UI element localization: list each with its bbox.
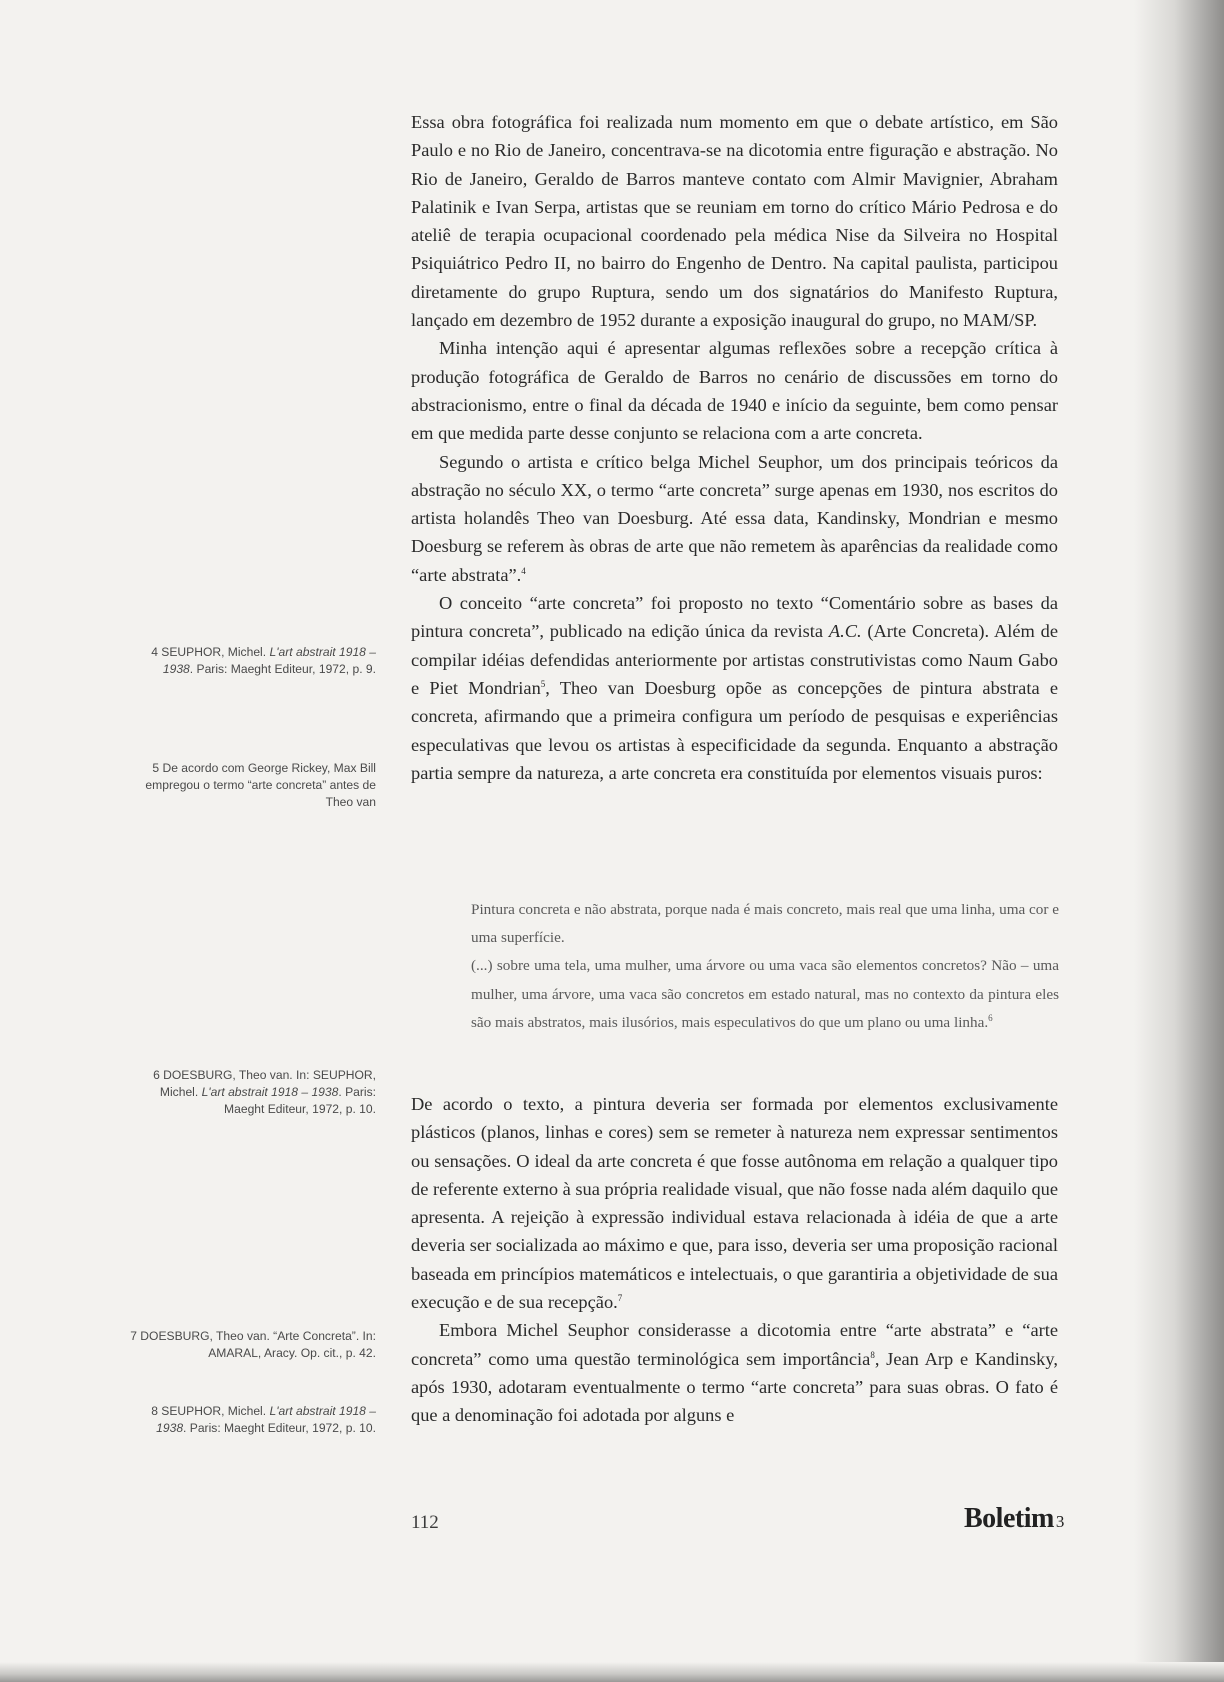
paragraph-4-text-b: (Arte Concreta). Além de compilar idéias defendidas anteriormente por artistas construtivistas como Naum Gabo e Piet Mondrian — [411, 621, 1058, 698]
paragraph-4-text-c: , Theo van Doesburg opõe as concepções de pintura abstrata e concreta, afirmando que a primeira configura um período de pesquisas e experiências especulativas que levou os artistas à especificidade da segunda. Enquanto a abstração partia sempre da natureza, a arte concreta era constituída por elementos visuais puros: — [411, 677, 1059, 783]
paragraph-5-text: De acordo o texto, a pintura deveria ser formada por elementos exclusivamente plásticos (planos, linhas e cores) sem se remeter à natureza nem expressar sentimentos ou sensações. O ideal da arte concreta é que fosse autônoma em relação a qualquer tipo de referente externo à sua própria realidade visual, que não fosse nada além daquilo que apresenta. A rejeição à expressão individual estava relacionada à idéia de que a arte deveria ser socializada ao máximo e que, para isso, deveria ser uma proposição racional baseada em princípios matemáticos e intelectuais, o que garantiria a objetividade de sua execução e de sua recepção. — [411, 1094, 1058, 1313]
footnote-6-title: L'art abstrait 1918 – 1938 — [201, 1084, 339, 1099]
journal-brand — [964, 1503, 1064, 1535]
paragraph-4-text-a: O conceito “arte concreta” foi proposto no texto “Comentário sobre as bases da pintura concreta”, publicado na edição única da revista — [411, 593, 1058, 642]
page-bottom-shadow — [0, 1662, 1224, 1682]
footnote-8-author: 8 SEUPHOR, Michel. — [151, 1404, 270, 1418]
main-text-lower — [411, 1090, 1058, 1430]
quote-line-1: Pintura concreta e não abstrata, porque nada é mais concreto, mais real que uma linha, uma cor e uma superfície. — [471, 901, 1059, 947]
paragraph-5 — [411, 1090, 1058, 1316]
journal-title: A.C. — [828, 621, 862, 642]
journal-name: Boletim — [964, 1503, 1054, 1534]
paragraph-3 — [411, 448, 1058, 589]
paragraph-4 — [411, 589, 1058, 787]
footnote-6-author: 6 DOESBURG, Theo van. In: SEUPHOR, Michel. — [153, 1068, 376, 1099]
footnote-4 — [120, 644, 376, 678]
paragraph-2: Minha intenção aqui é apresentar algumas reflexões sobre a recepção crítica à produção fotográfica de Geraldo de Barros no cenário de discussões em torno do abstracionismo, entre o final da década de 1940 e início da seguinte, bem como pensar em que medida parte desse conjunto se relaciona com a arte concreta. — [411, 338, 1058, 444]
footnote-4-title: L'art abstrait 1918 – 1938 — [162, 645, 376, 676]
footnote-4-publisher: . Paris: Maeght Editeur, 1972, p. 9. — [189, 661, 376, 676]
page-gutter-shadow — [1134, 0, 1224, 1682]
footnote-8-title: L'art abstrait 1918 – 1938 — [156, 1404, 376, 1435]
paragraph-6-text-b: , Jean Arp e Kandinsky, após 1930, adotaram eventualmente o termo “arte concreta” para suas obras. O fato é que a denominação foi adotada por alguns e — [411, 1348, 1058, 1426]
quote-line-2 — [471, 952, 1059, 1037]
footnote-6-publisher: . Paris: Maeght Editeur, 1972, p. 10. — [224, 1084, 376, 1116]
footnote-8-publisher: . Paris: Maeght Editeur, 1972, p. 10. — [183, 1420, 376, 1435]
footnote-ref-4: 4 — [521, 565, 526, 576]
paragraph-1: Essa obra fotográfica foi realizada num momento em que o debate artístico, em São Paulo e no Rio de Janeiro, concentrava-se na dicotomia entre figuração e abstração. No Rio de Janeiro, Geraldo de Barros manteve contato com Almir Mavignier, Abraham Palatinik e Ivan Serpa, artistas que se reuniam em torno do crítico Mário Pedrosa e do ateliê de terapia ocupacional coordenado pela médica Nise da Silveira no Hospital Psiquiátrico Pedro II, no bairro do Engenho de Dentro. Na capital paulista, participou diretamente do grupo Ruptura, sendo um dos signatários do Manifesto Ruptura, lançado em dezembro de 1952 durante a exposição inaugural do grupo, no MAM/SP. — [411, 112, 1058, 331]
page-number: 112 — [411, 1512, 439, 1533]
footnote-6 — [120, 1067, 376, 1117]
footnote-5: 5 De acordo com George Rickey, Max Bill empregou o termo “arte concreta” antes de Theo van — [145, 761, 376, 809]
block-quote — [471, 896, 1059, 1037]
journal-issue: 3 — [1055, 1512, 1064, 1531]
footnote-ref-7: 7 — [617, 1292, 623, 1303]
footnote-ref-6: 6 — [988, 1012, 993, 1023]
footnote-7: 7 DOESBURG, Theo van. “Arte Concreta”. In: AMARAL, Aracy. Op. cit., p. 42. — [130, 1329, 376, 1360]
quote-line-2-text: (...) sobre uma tela, uma mulher, uma árvore ou uma vaca são elementos concretos? Não – uma mulher, uma árvore, uma vaca são concretos em estado natural, mas no contexto da pintura eles são mais abstratos, mais ilusórios, mais especulativos do que um plano ou uma linha. — [471, 957, 1059, 1031]
footnote-4-author: 4 SEUPHOR, Michel. — [151, 645, 270, 659]
footnote-ref-8: 8 — [870, 1349, 875, 1360]
main-text-upper — [411, 108, 1058, 787]
paragraph-6-text-a: Embora Michel Seuphor considerasse a dicotomia entre “arte abstrata” e “arte concreta” como uma questão terminológica sem importância — [411, 1320, 1058, 1369]
paragraph-6 — [411, 1316, 1058, 1429]
paragraph-3-text: Segundo o artista e crítico belga Michel Seuphor, um dos principais teóricos da abstração no século XX, o termo “arte concreta” surge apenas em 1930, nos escritos do artista holandês Theo van Doesburg. Até essa data, Kandinsky, Mondrian e mesmo Doesburg se referem às obras de arte que não remetem às aparências da realidade como “arte abstrata”. — [411, 451, 1058, 585]
footnote-8 — [120, 1403, 376, 1437]
footnote-ref-5: 5 — [540, 678, 546, 689]
